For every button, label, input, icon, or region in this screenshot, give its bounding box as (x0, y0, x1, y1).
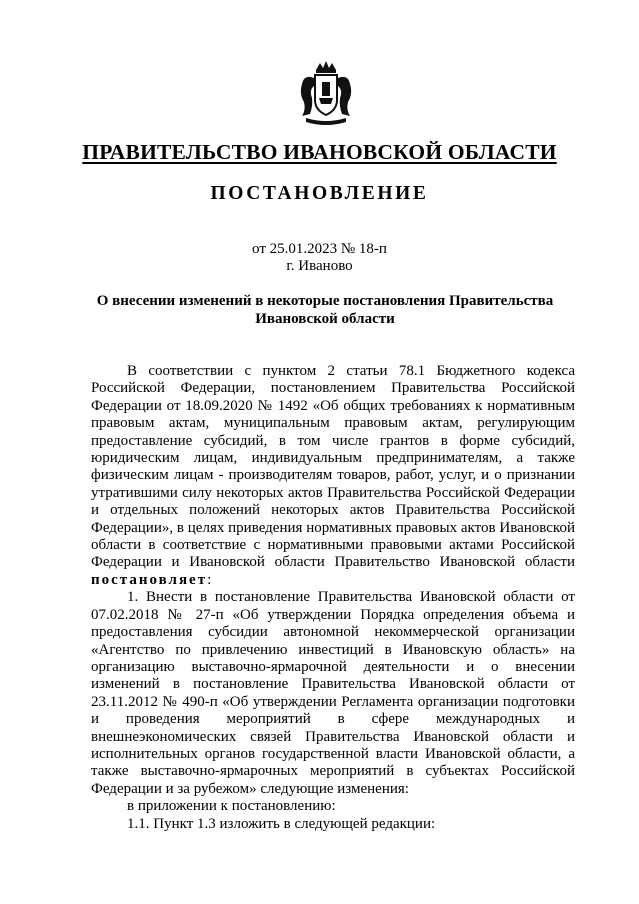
city-line: г. Иваново (286, 258, 353, 274)
coat-of-arms-icon (296, 60, 356, 126)
document-type-title: ПОСТАНОВЛЕНИЕ (210, 183, 429, 204)
document-body (91, 363, 575, 833)
preamble-text: В соответствии с пунктом 2 статьи 78.1 Бюджетного кодекса Российской Федерации, постановлением Правительства Российской Федерации от 18.09.2020 № 1492 «Об общих требованиях к нормативным правовым актам, муниципальным правовым актам, регулирующим предоставление субсидий, в том числе грантов в форме субсидий, юридическим лицам, индивидуальным предпринимателям, а также физическим лицам - производителям товаров, работ, услуг, и о признании утратившими силу некоторых актов Правительства Российской Федерации и отдельных положений некоторых актов Правительства Российской Федерации», в целях приведения нормативных правовых актов Ивановской области в соответствие с нормативными правовыми актами Российской Федерации и Ивановской области Правительство Ивановской области (91, 363, 575, 571)
item-1-paragraph: 1. Внести в постановление Правительства Ивановской области от 07.02.2018 № 27-п «Об утверждении Порядка определения объема и предоставления субсидии автономной некоммерческой организации «Агентство по привлечению инвестиций в Ивановскую область» на организацию выставочно-ярмарочной деятельности и о внесении изменений в постановление Правительства Ивановской области от 23.11.2012 № 490-п «Об утверждении Регламента организации подготовки и проведения мероприятий в сфере международных и внешнеэкономических связей Правительства Ивановской области и исполнительных органов государственной власти Ивановской области, а также выставочно-ярмарочных мероприятий в субъектах Российской Федерации и за рубежом» следующие изменения: (91, 589, 575, 797)
appendix-line: в приложении к постановлению: (127, 798, 336, 815)
date-number-line: от 25.01.2023 № 18-п (252, 241, 387, 257)
government-name: ПРАВИТЕЛЬСТВО ИВАНОВСКОЙ ОБЛАСТИ (82, 140, 557, 164)
resolves-colon: : (207, 571, 212, 588)
resolves-word: постановляет (91, 571, 208, 588)
preamble-paragraph (91, 363, 575, 589)
document-subject: О внесении изменений в некоторые постановления Правительства Ивановской области (96, 293, 554, 327)
item-1-1-paragraph: 1.1. Пункт 1.3 изложить в следующей редакции: (127, 815, 436, 832)
